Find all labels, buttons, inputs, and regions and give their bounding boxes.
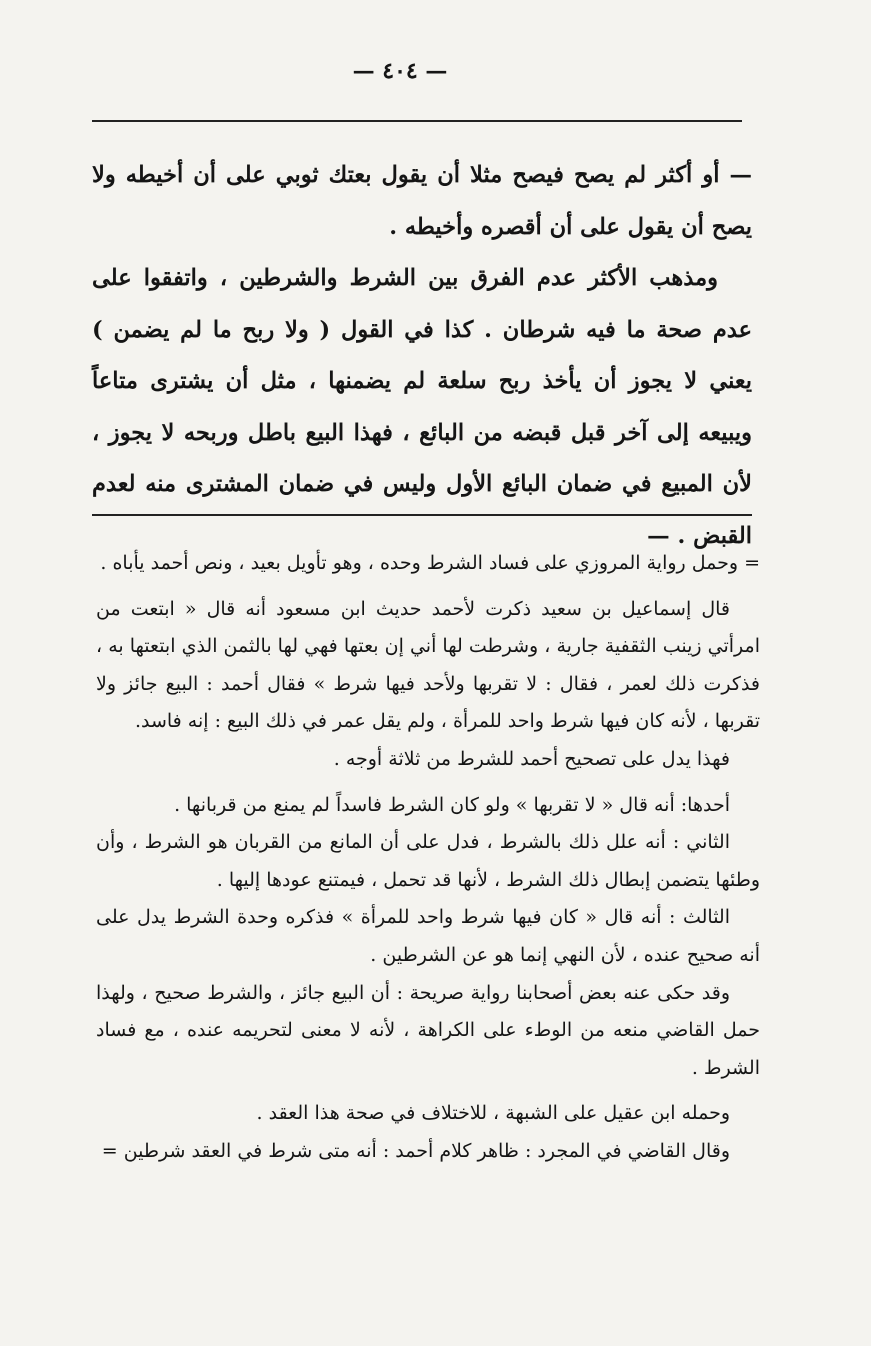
commentary-paragraph-9: وقال القاضي في المجرد : ظاهر كلام أحمد : أنه متى شرط في العقد شرطين = bbox=[101, 1139, 730, 1162]
main-paragraph-2: ومذهب الأكثر عدم الفرق بين الشرط والشرطين ، واتفقوا على عدم صحة ما فيه شرطان . كذا في القول ( ولا ربح ما لم يضمن ) يعني لا يجوز أن يأخذ ربح سلعة لم يضمنها ، مثل أن يشترى متاعاً ويبيعه إلى آخر قبل قبضه من البائع ، فهذا البيع باطل وربحه لا يجوز ، لأن المبيع في ضمان البائع الأول وليس في ضمان المشترى منه لعدم القبض . — bbox=[92, 265, 752, 549]
main-text bbox=[92, 150, 752, 562]
commentary-paragraph-1: = وحمل رواية المروزي على فساد الشرط وحده ، وهو تأويل بعيد ، ونص أحمد يأباه . bbox=[100, 552, 760, 574]
commentary-text bbox=[96, 545, 760, 1171]
commentary-paragraph-2: قال إسماعيل بن سعيد ذكرت لأحمد حديث ابن مسعود أنه قال « ابتعت من امرأتي زينب الثقفية جارية ، وشرطت لها أني إن بعتها فهي لها بالثمن الذي ابتعتها به ، فذكرت ذلك لعمر ، فقال : لا تقربها ولأحد فيها شرط » فقال أحمد : البيع جائز ولا تقربها ، لأنه كان فيها شرط واحد للمرأة ، ولم يقل عمر في ذلك البيع : إنه فاسد. bbox=[96, 597, 760, 733]
commentary-paragraph-4: أحدها: أنه قال « لا تقربها » ولو كان الشرط فاسداً لم يمنع من قربانها . bbox=[174, 793, 730, 816]
commentary-paragraph-7: وقد حكى عنه بعض أصحابنا رواية صريحة : أن البيع جائز ، والشرط صحيح ، ولهذا حمل القاضي منعه من الوطء على الكراهة ، لأنه لا معنى لتحريمه عنده ، مع فساد الشرط . bbox=[96, 981, 760, 1079]
main-paragraph-1: — أو أكثر لم يصح فيصح مثلا أن يقول بعتك ثوبي على أن أخيطه ولا يصح أن يقول على أن أقصره وأخيطه . bbox=[92, 162, 752, 240]
top-rule bbox=[92, 120, 742, 122]
page-number: — ٤٠٤ — bbox=[352, 58, 448, 84]
separator-rule bbox=[92, 514, 752, 516]
commentary-paragraph-8: وحمله ابن عقيل على الشبهة ، للاختلاف في صحة هذا العقد . bbox=[256, 1102, 730, 1125]
commentary-paragraph-6: الثالث : أنه قال « كان فيها شرط واحد للمرأة » فذكره وحدة الشرط يدل على أنه صحيح عنده ، لأن النهي إنما هو عن الشرطين . bbox=[96, 906, 760, 966]
commentary-paragraph-3: فهذا يدل على تصحيح أحمد للشرط من ثلاثة أوجه . bbox=[333, 747, 730, 770]
commentary-paragraph-5: الثاني : أنه علل ذلك بالشرط ، فدل على أن المانع من القربان هو الشرط ، وأن وطئها يتضمن إبطال ذلك الشرط ، لأنها قد تحمل ، فيمتنع عودها إليها . bbox=[96, 831, 760, 891]
